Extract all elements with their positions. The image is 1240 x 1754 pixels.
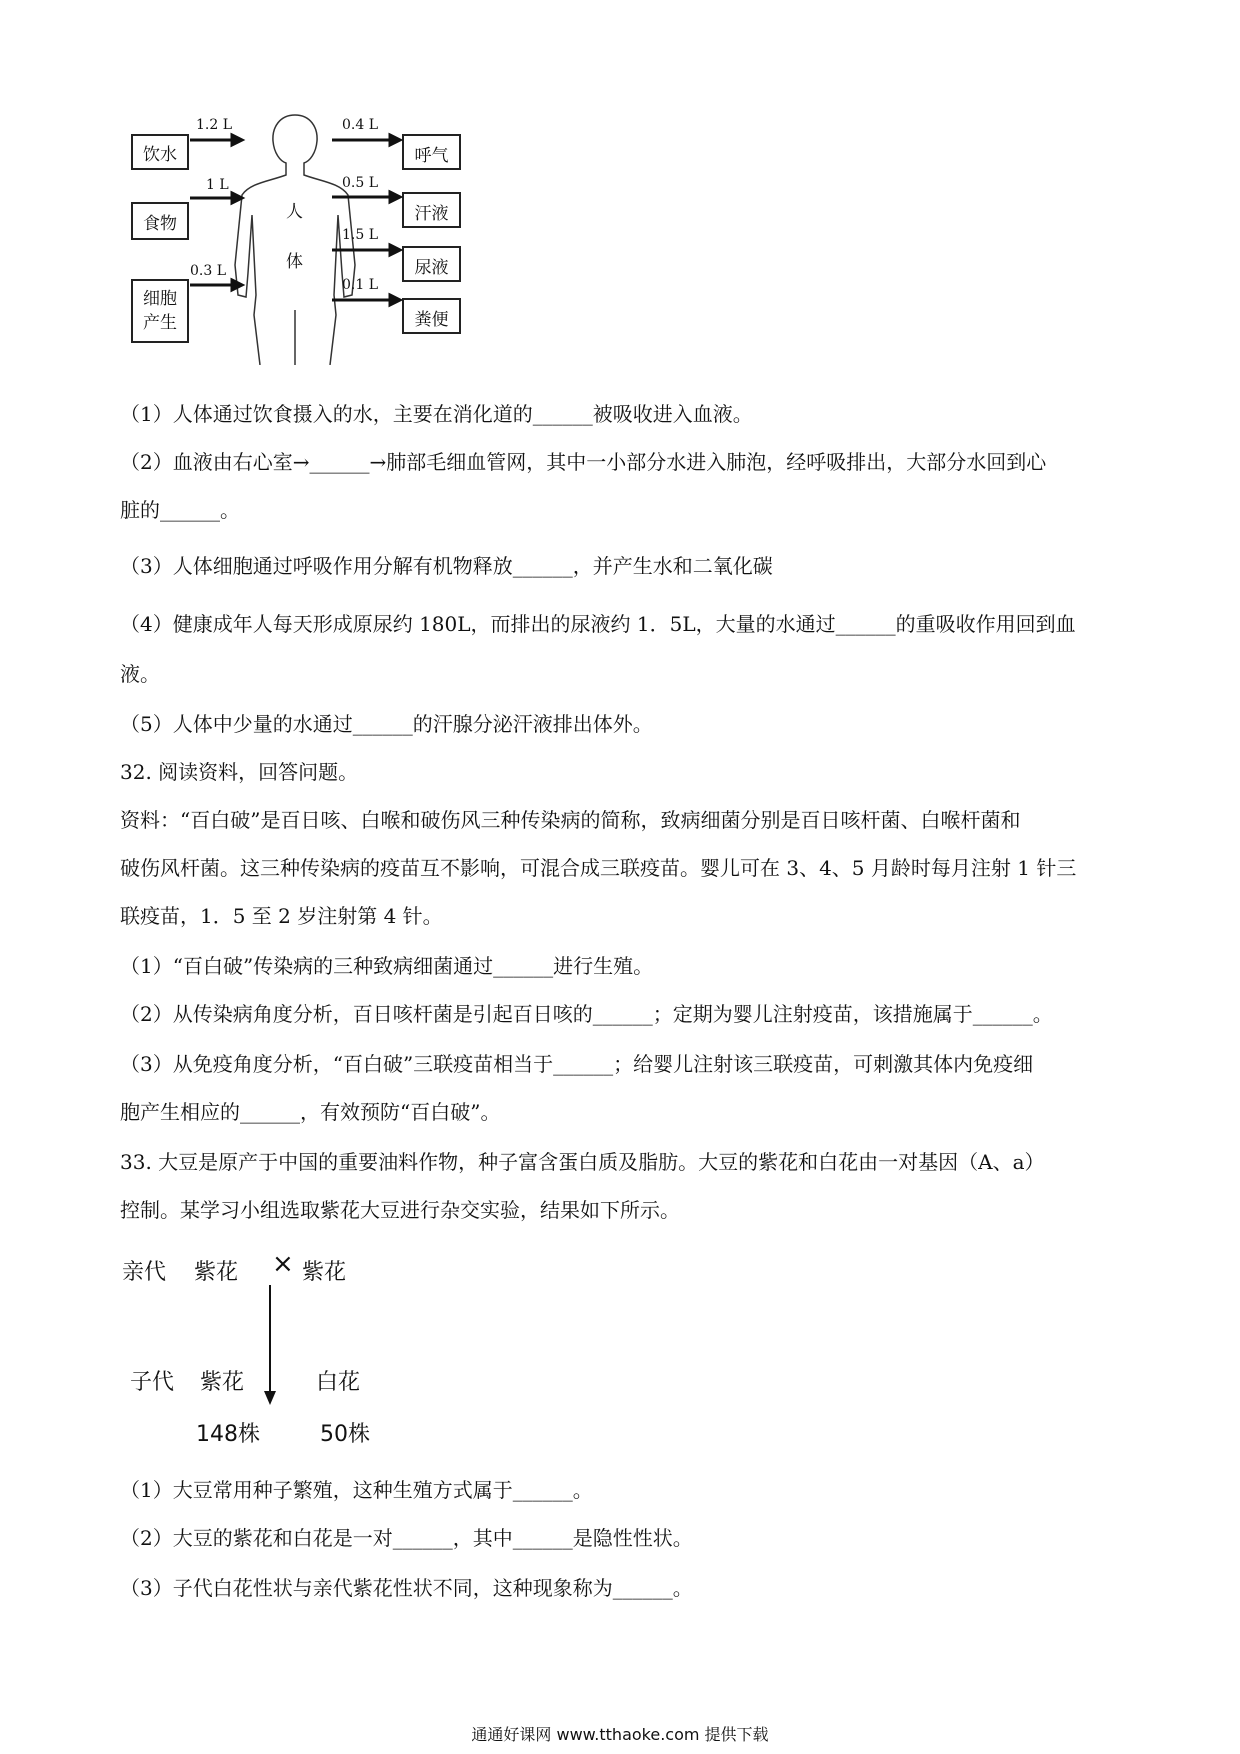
output-label-breath: 呼气 <box>414 146 449 166</box>
water-balance-diagram <box>120 105 520 365</box>
input-label-water: 饮水 <box>143 145 177 165</box>
q32-part3-line1: （3）从免疫角度分析，“百白破”三联疫苗相当于______；给婴儿注射该三联疫苗，可刺激其体内免疫细 <box>120 1052 1034 1076</box>
input-label-cell: 细胞产生 <box>143 289 177 333</box>
q31-part2-line2: 脏的______。 <box>120 498 240 522</box>
output-label-urine: 尿液 <box>414 258 449 278</box>
q33-stem-line2: 控制。某学习小组选取紫花大豆进行杂交实验，结果如下所示。 <box>120 1198 680 1222</box>
output-label-feces: 粪便 <box>414 310 449 330</box>
offspring-a-count: 148株 <box>196 1422 260 1447</box>
human-body-outline <box>235 115 355 365</box>
q33-part3: （3）子代白花性状与亲代紫花性状不同，这种现象称为______。 <box>120 1576 693 1600</box>
input-amount-water: 1.2 L <box>196 117 233 133</box>
cross-symbol: × <box>272 1249 294 1279</box>
q31-part4-line1: （4）健康成年人每天形成原尿约 180L，而排出的尿液约 1．5L，大量的水通过______的重吸收作用回到血 <box>120 612 1076 636</box>
down-arrow-icon <box>260 1285 280 1407</box>
parent-generation-label: 亲代 <box>122 1260 167 1285</box>
q32-material-line1: 资料：“百白破”是百日咳、白喉和破伤风三种传染病的简称，致病细菌分别是百日咳杆菌、白喉杆菌和 <box>120 808 1021 832</box>
parent-b-trait: 紫花 <box>302 1260 347 1285</box>
q32-part1: （1）“百白破”传染病的三种致病细菌通过______进行生殖。 <box>120 954 654 978</box>
output-amount-breath: 0.4 L <box>342 117 379 133</box>
q32-material-line2: 破伤风杆菌。这三种传染病的疫苗互不影响，可混合成三联疫苗。婴儿可在 3、4、5 月龄时每月注射 1 针三 <box>120 856 1077 880</box>
body-char-2: 体 <box>286 252 303 272</box>
parent-a-trait: 紫花 <box>194 1260 239 1285</box>
q31-part1: （1）人体通过饮食摄入的水，主要在消化道的______被吸收进入血液。 <box>120 402 753 426</box>
q33-stem-line1: 33. 大豆是原产于中国的重要油料作物，种子富含蛋白质及脂肪。大豆的紫花和白花由一对基因（A、a） <box>120 1150 1045 1174</box>
q31-part5: （5）人体中少量的水通过______的汗腺分泌汗液排出体外。 <box>120 712 653 736</box>
q31-part4-line2: 液。 <box>120 662 160 686</box>
q33-part1: （1）大豆常用种子繁殖，这种生殖方式属于______。 <box>120 1478 593 1502</box>
page-footer: 通通好课网 www.tthaoke.com 提供下载 <box>471 1725 769 1744</box>
q32-part2: （2）从传染病角度分析，百日咳杆菌是引起百日咳的______；定期为婴儿注射疫苗，该措施属于______。 <box>120 1002 1053 1026</box>
body-char-1: 人 <box>286 202 303 222</box>
input-amount-cell: 0.3 L <box>190 263 227 279</box>
q31-part2-line1: （2）血液由右心室→______→肺部毛细血管网，其中一小部分水进入肺泡，经呼吸排出，大部分水回到心 <box>120 450 1047 474</box>
q32-material-line3: 联疫苗，1．5 至 2 岁注射第 4 针。 <box>120 904 443 928</box>
output-amount-feces: 0.1 L <box>342 277 379 293</box>
offspring-b-trait: 白花 <box>316 1370 361 1395</box>
input-label-food: 食物 <box>143 214 177 234</box>
q31-part3: （3）人体细胞通过呼吸作用分解有机物释放______，并产生水和二氧化碳 <box>120 554 773 578</box>
output-amount-sweat: 0.5 L <box>342 175 379 191</box>
cross-diagram <box>120 1245 420 1447</box>
output-label-sweat: 汗液 <box>414 204 449 224</box>
offspring-a-trait: 紫花 <box>200 1370 245 1395</box>
q32-part3-line2: 胞产生相应的______，有效预防“百白破”。 <box>120 1100 501 1124</box>
offspring-generation-label: 子代 <box>130 1370 175 1395</box>
input-amount-food: 1 L <box>206 177 229 193</box>
q32-title: 32. 阅读资料，回答问题。 <box>120 760 359 784</box>
offspring-b-count: 50株 <box>320 1422 370 1447</box>
output-amount-urine: 1.5 L <box>342 227 379 243</box>
q33-part2: （2）大豆的紫花和白花是一对______，其中______是隐性性状。 <box>120 1526 693 1550</box>
